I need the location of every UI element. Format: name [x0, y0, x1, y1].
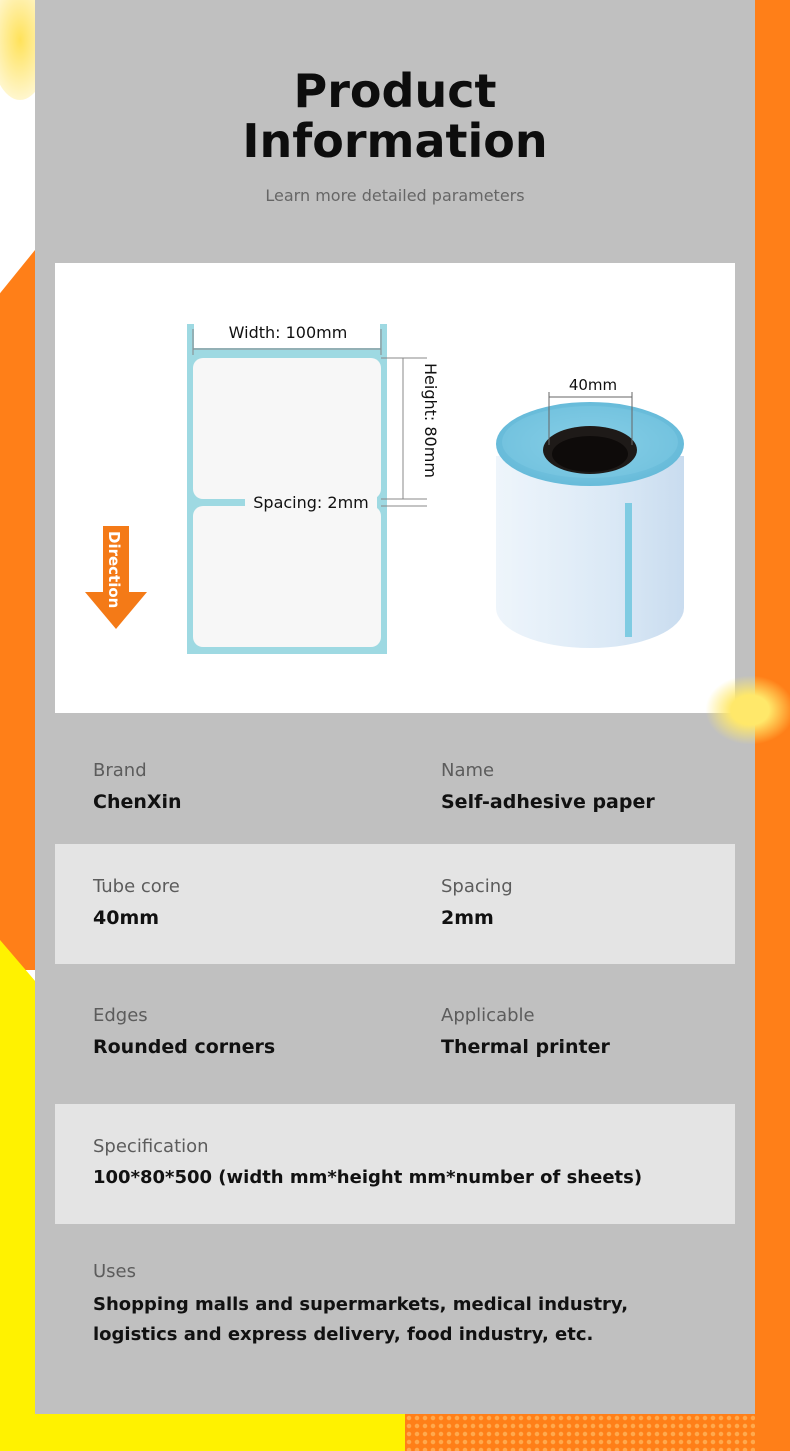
- core-dimension-label: 40mm: [568, 376, 618, 394]
- brand-label: Brand: [93, 760, 147, 781]
- yellow-decoration-bottom: [35, 1414, 405, 1451]
- title-line-2: Information: [242, 114, 548, 168]
- uses-value: Shopping malls and supermarkets, medical industry, logistics and express delivery, food industry, etc.: [93, 1294, 629, 1345]
- title-line-1: Product: [293, 64, 497, 118]
- brand-value: ChenXin: [93, 791, 182, 813]
- spec-row-1: [55, 723, 735, 844]
- page-subtitle: Learn more detailed parameters: [265, 186, 525, 205]
- spacing-value: 2mm: [441, 907, 494, 929]
- brand-spec: [93, 760, 182, 813]
- applicable-label: Applicable: [441, 1005, 535, 1026]
- spec-row-3: [55, 964, 735, 1104]
- spec-row-2: [55, 844, 735, 964]
- tube-core-label: Tube core: [93, 876, 180, 897]
- orange-decoration-left: [0, 250, 35, 970]
- name-label: Name: [441, 760, 495, 781]
- specification-label: Specification: [93, 1136, 209, 1157]
- tube-core-value: 40mm: [93, 907, 160, 929]
- name-value: Self-adhesive paper: [441, 791, 655, 813]
- specification-value: 100*80*500 (width mm*height mm*number of sheets): [93, 1167, 643, 1188]
- applicable-value: Thermal printer: [441, 1036, 610, 1058]
- product-info-panel: [35, 0, 755, 1414]
- name-spec: [441, 760, 655, 813]
- width-dimension-label: Width: 100mm: [228, 323, 348, 342]
- dotted-decoration-bottom: [405, 1414, 755, 1451]
- height-dimension: [381, 358, 440, 506]
- spacing-label: Spacing: [441, 876, 513, 897]
- label-roll-icon: [496, 376, 684, 648]
- specification-spec: [93, 1136, 733, 1188]
- direction-arrow-icon: [85, 526, 147, 629]
- page-title: [35, 66, 755, 166]
- spec-row-5: [55, 1224, 735, 1414]
- sparkle-decoration: [705, 675, 790, 745]
- uses-spec: [93, 1261, 713, 1350]
- product-figure: [55, 263, 735, 713]
- label-strip: [187, 324, 387, 654]
- uses-label: Uses: [93, 1261, 137, 1282]
- applicable-spec: [441, 1005, 610, 1058]
- label-sheet-bottom: [193, 506, 381, 647]
- label-diagram: [55, 263, 735, 713]
- direction-label: Direction: [105, 531, 123, 609]
- height-dimension-label: Height: 80mm: [421, 363, 440, 478]
- spacing-spec: [441, 876, 513, 929]
- edges-label: Edges: [93, 1005, 148, 1026]
- spacing-dimension-label: Spacing: 2mm: [253, 493, 369, 512]
- tube-core-spec: [93, 876, 180, 929]
- edges-spec: [93, 1005, 275, 1058]
- label-sheet-top: [193, 358, 381, 499]
- edges-value: Rounded corners: [93, 1036, 276, 1058]
- yellow-decoration-left: [0, 940, 35, 1451]
- spec-row-4: [55, 1104, 735, 1224]
